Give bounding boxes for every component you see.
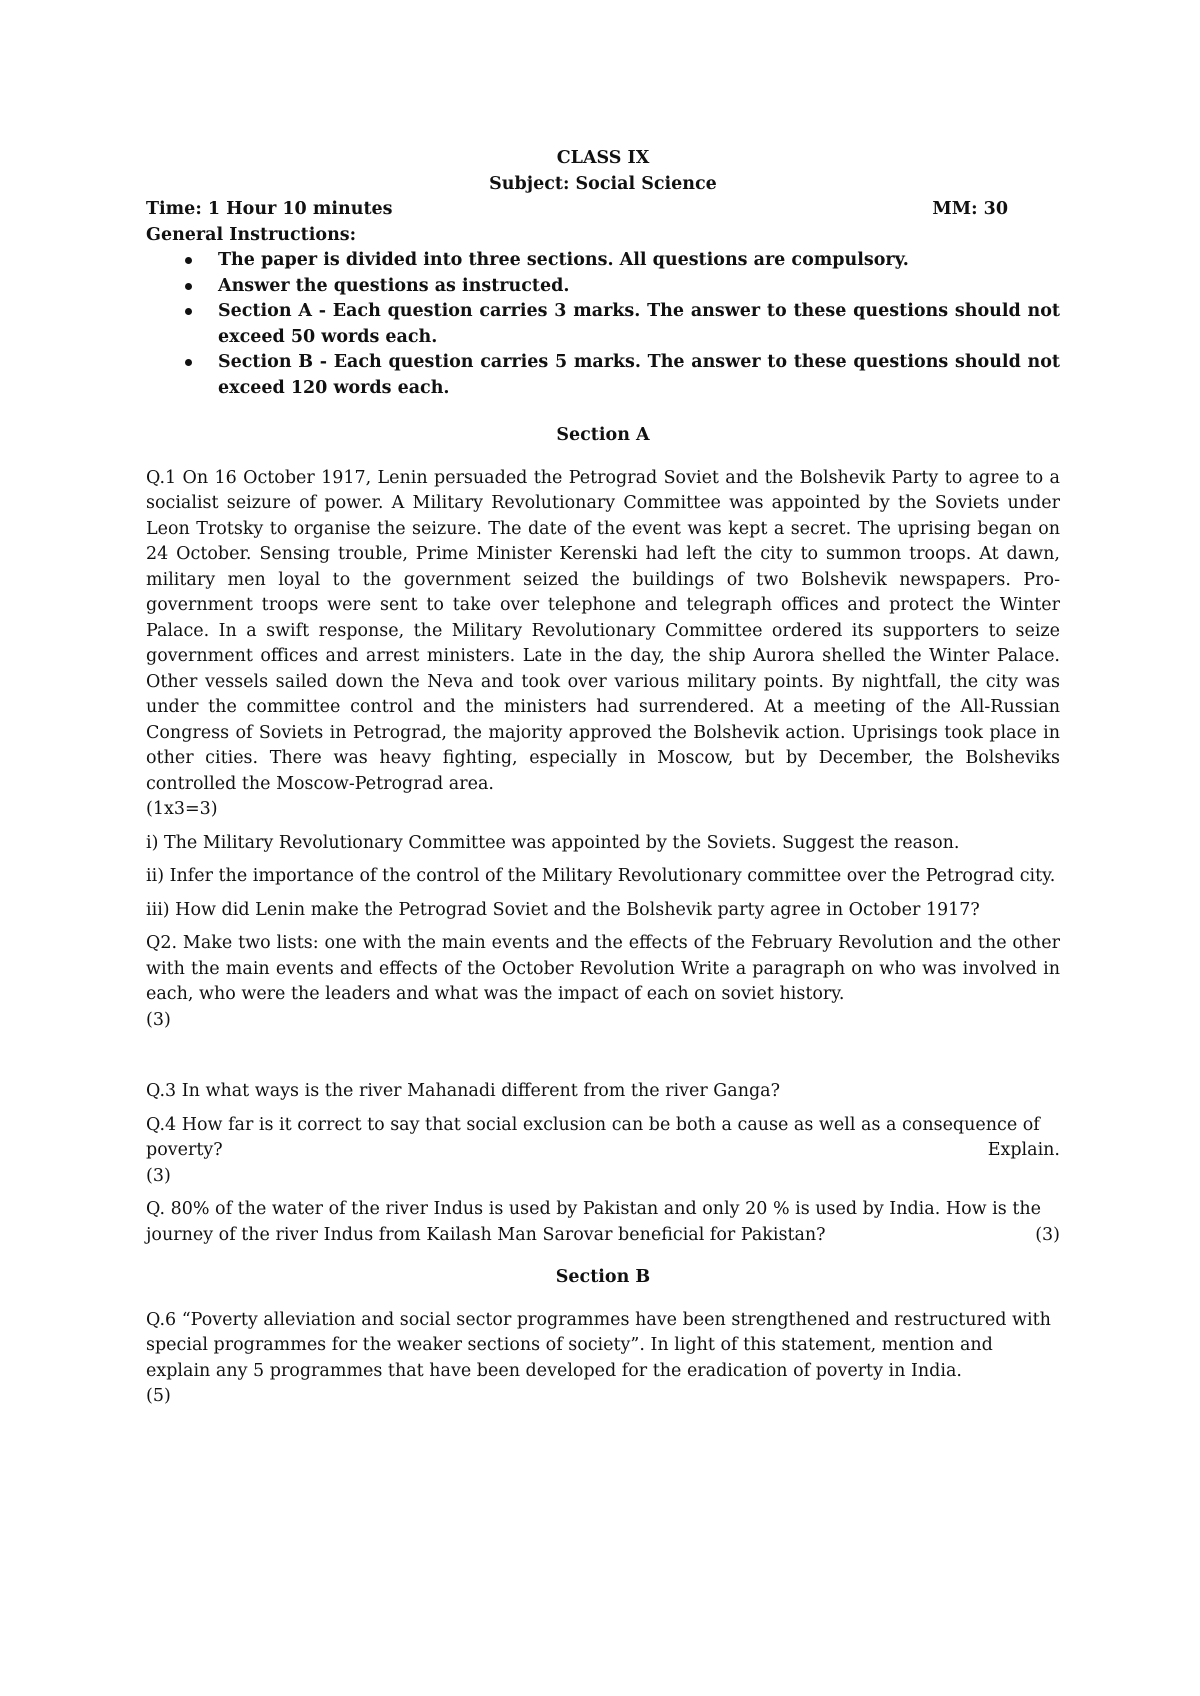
question-2: Q2. Make two lists: one with the main events and the effects of the February Revolution and the other with the main events and effects of the October Revolution Write a paragraph on who was involved in each, who were the leaders and what was the impact of each on soviet history. <box>146 933 1060 1004</box>
instructions-heading: General Instructions: <box>146 224 357 245</box>
page-content <box>146 146 1060 1410</box>
time-label: Time: 1 Hour 10 minutes <box>146 199 393 219</box>
q2-marks: (3) <box>146 1009 171 1030</box>
question-6: Q.6 “Poverty alleviation and social sector programmes have been strengthened and restructured with special programmes for the weaker sections of society”. In light of this statement, mention and explain any 5 programmes that have been developed for the eradication of poverty in India. <box>146 1309 1051 1381</box>
question-3: Q.3 In what ways is the river Mahanadi different from the river Ganga? <box>146 1081 780 1101</box>
section-a-title: Section A <box>556 425 650 445</box>
instructions-list <box>146 248 1060 401</box>
q1-marks: (1x3=3) <box>146 799 218 819</box>
instruction-item: Section A - Each question carries 3 marks. The answer to these questions should not exceed 50 words each. <box>146 299 1060 350</box>
time-marks-row <box>146 197 1060 223</box>
instruction-item: Answer the questions as instructed. <box>146 274 1060 300</box>
class-title: CLASS IX <box>556 148 650 168</box>
q1-subquestion-i: i) The Military Revolutionary Committee was appointed by the Soviets. Suggest the reason. <box>146 832 960 853</box>
q5-marks: (3) <box>1035 1224 1060 1245</box>
question-5-line-1: Q. 80% of the water of the river Indus is used by Pakistan and only 20 % is used by India. How is the <box>146 1199 1041 1219</box>
subject-title: Subject: Social Science <box>489 173 717 194</box>
q6-marks: (5) <box>146 1386 171 1406</box>
max-marks-label: MM: 30 <box>932 199 1008 219</box>
bullet-icon <box>185 308 192 315</box>
section-b-title: Section B <box>555 1267 651 1287</box>
bullet-icon <box>185 257 192 264</box>
q4-explain: Explain. <box>987 1140 1060 1160</box>
question-4: Q.4 How far is it correct to say that social exclusion can be both a cause as well as a consequence of poverty? <box>146 1114 1040 1160</box>
instruction-item: Section B - Each question carries 5 marks. The answer to these questions should not exceed 120 words each. <box>146 350 1060 401</box>
q1-passage: Q.1 On 16 October 1917, Lenin persuaded the Petrograd Soviet and the Bolshevik Party to agree to a socialist seizure of power. A Military Revolutionary Committee was appointed by the Soviets under Leon Trotsky to organise the seizure. The date of the event was kept a secret. The uprising began on 24 October. Sensing trouble, Prime Minister Kerenski had left the city to summon troops. At dawn, military men loyal to the government seized the buildings of two Bolshevik newspapers. Pro-government troops were sent to take over telephone and telegraph offices and protect the Winter Palace. In a swift response, the Military Revolutionary Committee ordered its supporters to seize government offices and arrest ministers. Late in the day, the ship Aurora shelled the Winter Palace. Other vessels sailed down the Neva and took over various military points. By nightfall, the city was under the committee control and the ministers had surrendered. At a meeting of the All-Russian Congress of Soviets in Petrograd, the majority approved the Bolshevik action. Uprisings took place in other cities. There was heavy fighting, especially in Moscow, but by December, the Bolsheviks controlled the Moscow-Petrograd area. <box>146 467 1060 794</box>
q1-subquestion-ii: ii) Infer the importance of the control of the Military Revolutionary committee over the Petrograd city. <box>146 866 1056 886</box>
bullet-icon <box>185 283 192 290</box>
question-5-line-2: journey of the river Indus from Kailash Man Sarovar beneficial for Pakistan? (3) <box>146 1223 1060 1249</box>
q4-marks: (3) <box>146 1165 171 1186</box>
bullet-icon <box>185 359 192 366</box>
q1-subquestion-iii: iii) How did Lenin make the Petrograd Soviet and the Bolshevik party agree in October 1917? <box>146 899 980 920</box>
instruction-item: The paper is divided into three sections. All questions are compulsory. <box>146 248 1060 274</box>
